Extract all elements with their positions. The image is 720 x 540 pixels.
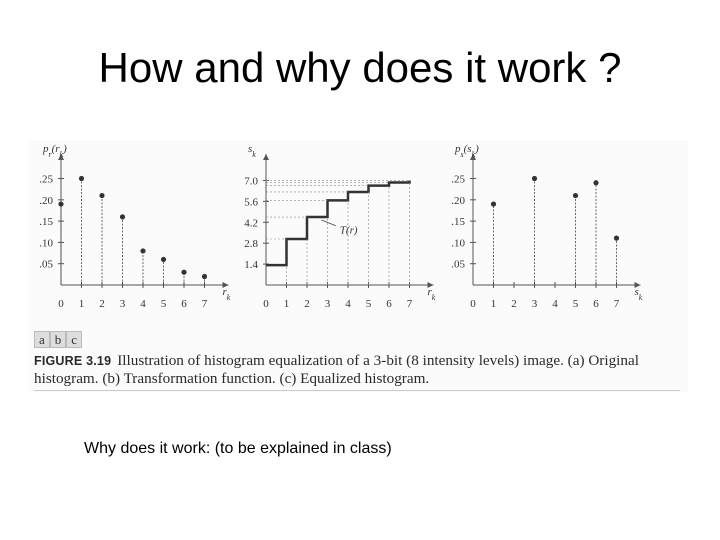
panel-a-x-tick-label: 5 xyxy=(160,298,167,310)
panel-c-x-tick-label: 5 xyxy=(572,298,579,310)
panel-label-b: b xyxy=(50,331,67,348)
panel-a-point xyxy=(161,257,166,262)
panel-a-x-tick-label: 7 xyxy=(201,298,208,310)
panel-a-point xyxy=(120,214,125,219)
panel-a-point xyxy=(140,248,145,253)
histogram-figure xyxy=(28,140,688,330)
panel-c-x-axis-label: $s_k$ xyxy=(634,286,643,302)
panel-a-y-tick-label: .20 xyxy=(39,194,53,207)
class-note: Why does it work: (to be explained in class) xyxy=(84,440,392,457)
panel-a-y-tick-label: .15 xyxy=(39,216,53,229)
panel-c-y-tick-label: .10 xyxy=(451,237,465,250)
panel-c-point xyxy=(491,201,496,206)
panel-a-y-tick-label: .25 xyxy=(39,173,53,186)
panel-a-x-tick-label: 0 xyxy=(58,298,64,310)
panel-b-x-tick-label: 1 xyxy=(283,298,290,310)
panel-a-point xyxy=(181,270,186,275)
panel-c-x-tick-label: 3 xyxy=(531,298,538,310)
panel-c-x-tick-label: 0 xyxy=(470,298,476,310)
panel-c-point xyxy=(593,180,598,185)
panel-c-x-tick-label: 7 xyxy=(613,298,620,310)
panel-c-x-tick-label: 2 xyxy=(511,298,517,310)
panel-label-c: c xyxy=(66,331,82,348)
panel-c-point xyxy=(614,236,619,241)
panel-c-y-tick-label: .25 xyxy=(451,173,465,186)
panel-b-x-axis-label: $r_k$ xyxy=(427,286,436,302)
panel-a-y-tick-label: .10 xyxy=(39,237,53,250)
panel-c-y-tick-label: .05 xyxy=(451,258,465,271)
panel-b-x-tick-label: 6 xyxy=(386,298,392,310)
caption-divider xyxy=(34,390,680,391)
panel-b-x-tick-label: 2 xyxy=(304,298,310,310)
panel-b-y-tick-label: 5.6 xyxy=(244,196,258,209)
panel-b-x-tick-label: 7 xyxy=(406,298,413,310)
panel-label-a: a xyxy=(34,331,50,348)
panel-c-y-axis-label: $p_s(s_k)$ xyxy=(455,143,479,159)
panel-c-x-tick-label: 4 xyxy=(552,298,558,310)
caption-label: FIGURE 3.19 xyxy=(34,354,112,368)
panel-b-x-tick-label: 0 xyxy=(263,298,269,310)
panel-a-y-tick-label: .05 xyxy=(39,258,53,271)
panel-b-y-tick-label: 1.4 xyxy=(244,259,258,272)
panel-a-y-axis-label: $p_r(r_k)$ xyxy=(43,143,67,159)
panel-a-x-tick-label: 4 xyxy=(140,298,146,310)
panel-c-y-tick-label: .20 xyxy=(451,194,465,207)
panel-a-x-tick-label: 3 xyxy=(119,298,126,310)
panel-a-x-tick-label: 1 xyxy=(78,298,85,310)
panel-a-point xyxy=(202,274,207,279)
panel-a-point xyxy=(58,201,63,206)
panel-b-y-tick-label: 4.2 xyxy=(244,217,258,230)
panel-c-point xyxy=(532,176,537,181)
panel-c-point xyxy=(573,193,578,198)
panel-b-x-tick-label: 3 xyxy=(324,298,331,310)
panel-b-y-arrow xyxy=(263,154,269,160)
panel-labels xyxy=(34,331,82,348)
panel-a-point xyxy=(79,176,84,181)
panel-b-y-tick-label: 2.8 xyxy=(244,238,258,251)
panel-b-x-tick-label: 4 xyxy=(345,298,351,310)
panel-b-step-line xyxy=(266,180,410,265)
panel-b-annotation-pointer xyxy=(322,220,336,226)
panel-b-x-tick-label: 5 xyxy=(365,298,372,310)
panel-b-y-tick-label: 7.0 xyxy=(244,175,258,188)
panel-a-x-axis-label: $r_k$ xyxy=(222,286,231,302)
slide-title: How and why does it work ? xyxy=(98,44,622,91)
panel-c-y-tick-label: .15 xyxy=(451,216,465,229)
figure-caption xyxy=(34,352,680,387)
panel-a-point xyxy=(99,193,104,198)
panel-a-x-tick-label: 2 xyxy=(99,298,105,310)
caption-text: Illustration of histogram equalization of a 3-bit (8 intensity levels) image. (a) Original histogram. (b) Transformation function. (c) Equalized histogram. xyxy=(34,352,639,387)
panel-b-curve-label: T(r) xyxy=(339,224,358,237)
panel-b-y-axis-label: $s_k$ xyxy=(248,143,256,159)
panel-a-x-tick-label: 6 xyxy=(181,298,187,310)
panel-c-x-tick-label: 1 xyxy=(490,298,497,310)
panel-c-x-tick-label: 6 xyxy=(593,298,599,310)
